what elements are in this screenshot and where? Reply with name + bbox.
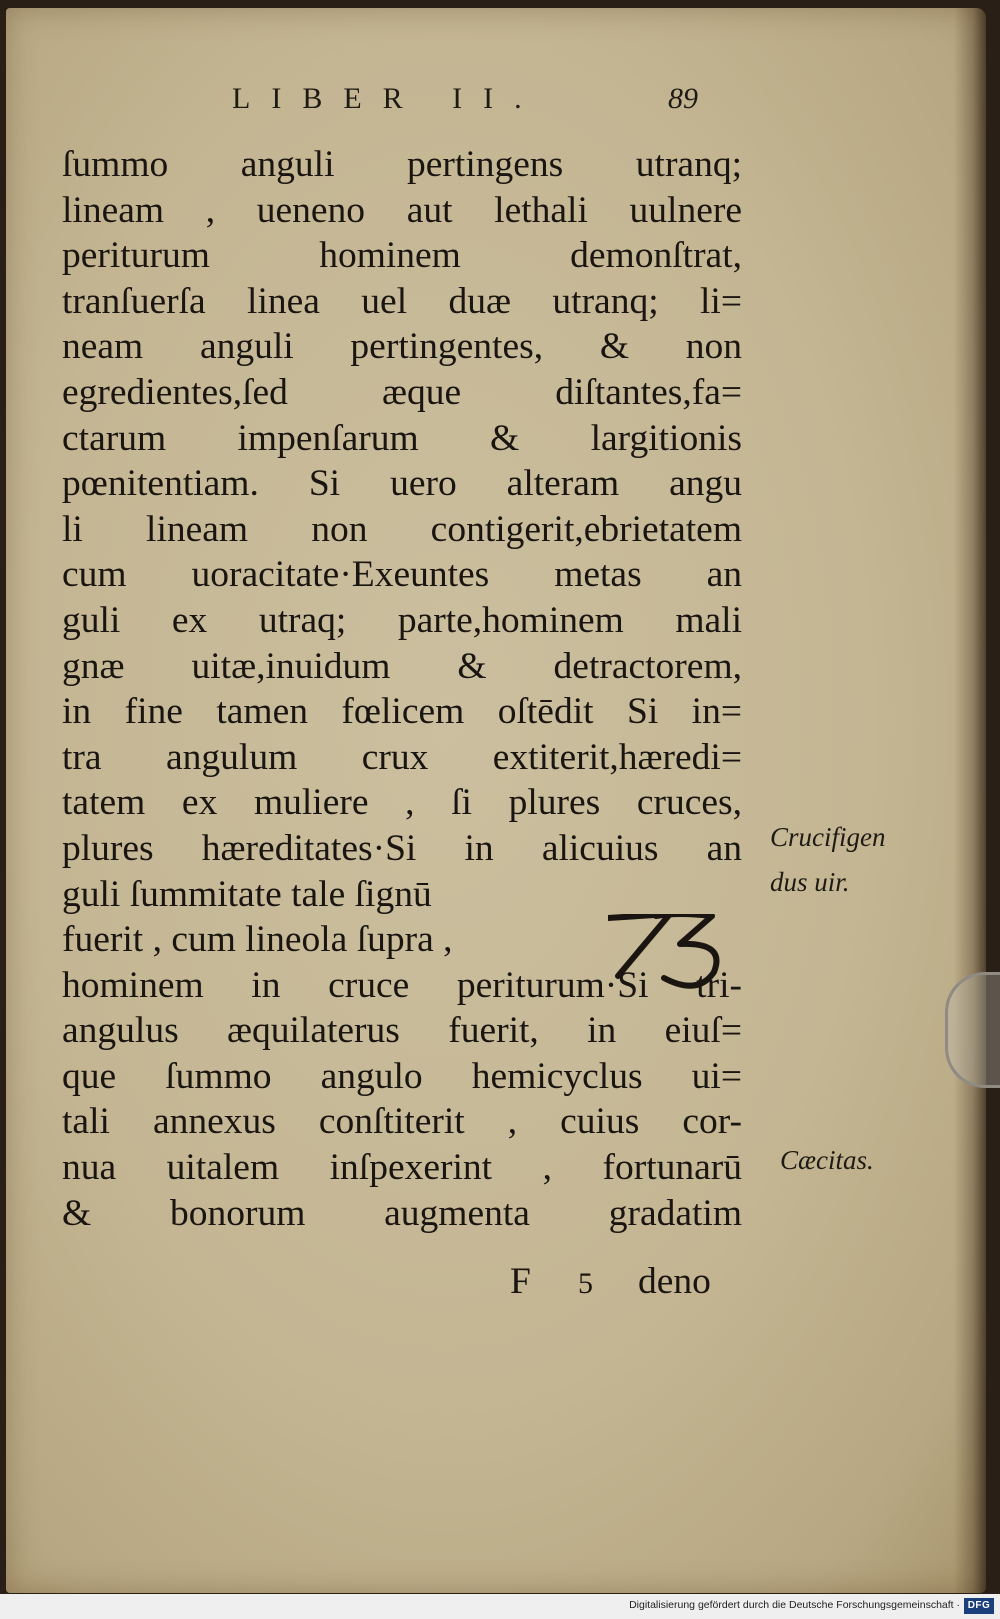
text-line: lineam , ueneno aut lethali uulnere	[62, 189, 742, 231]
text-line: guli ſummitate tale ſignū	[62, 873, 432, 915]
signature-number: 5	[578, 1267, 593, 1300]
margin-note-caecitas: Cæcitas.	[780, 1145, 874, 1175]
catchword-line	[510, 1260, 770, 1303]
text-line: neam anguli pertingentes, & non	[62, 326, 742, 368]
text-line: gnæ uitæ,inuidum & detractorem,	[62, 645, 742, 687]
text-line: periturum hominem demonſtrat,	[62, 235, 742, 277]
text-line: tranſuerſa linea uel duæ utranq; li=	[62, 280, 742, 322]
margin-note-crucifigendus-cont: dus uir.	[770, 867, 850, 897]
text-line: que ſummo angulo hemicyclus ui=	[62, 1055, 742, 1097]
margin-note-crucifigendus: Crucifigen	[770, 822, 886, 852]
text-line: tali annexus conſtiterit , cuius cor-	[62, 1101, 742, 1143]
page-edge-tab	[945, 972, 1000, 1088]
binding-shadow	[954, 8, 986, 1593]
text-line: fuerit , cum lineola ſupra ,	[62, 919, 453, 961]
running-head: LIBER II.	[232, 82, 543, 115]
text-line: plures hæreditates·Si in alicuius an	[62, 827, 742, 869]
page-number: 89	[668, 82, 698, 115]
catchword: deno	[638, 1261, 711, 1302]
text-line: guli ex utraq; parte,hominem mali	[62, 599, 742, 641]
text-line: tatem ex muliere , ſi plures cruces,	[62, 782, 742, 824]
text-line: ſummo anguli pertingens utranq;	[62, 144, 742, 185]
text-line: egredientes,ſed æque diſtantes,fa=	[62, 371, 742, 413]
text-line: cum uoracitate·Exeuntes metas an	[62, 554, 742, 596]
text-line: nua uitalem inſpexerint , fortunarū	[62, 1147, 742, 1189]
text-line: li lineam non contigerit,ebrietatem	[62, 508, 742, 550]
sign-symbol-icon	[608, 914, 748, 994]
dfg-logo: DFG	[964, 1598, 994, 1614]
digitization-credit: Digitalisierung gefördert durch die Deutsche Forschungsgemeinschaft ·	[629, 1599, 960, 1611]
text-line: pœnitentiam. Si uero alteram angu	[62, 463, 742, 505]
text-line: angulus æquilaterus fuerit, in eiuſ=	[62, 1010, 742, 1052]
body-text	[62, 142, 742, 1236]
signature-letter: F	[510, 1261, 531, 1302]
text-line: hominem in cruce periturum·Si tri-	[62, 964, 742, 1006]
text-line: tra angulum crux extiterit,hæredi=	[62, 736, 742, 778]
text-line: & bonorum augmenta gradatim	[62, 1192, 742, 1234]
text-line: in fine tamen fœlicem oſtēdit Si in=	[62, 691, 742, 733]
text-line: ctarum impenſarum & largitionis	[62, 417, 742, 459]
